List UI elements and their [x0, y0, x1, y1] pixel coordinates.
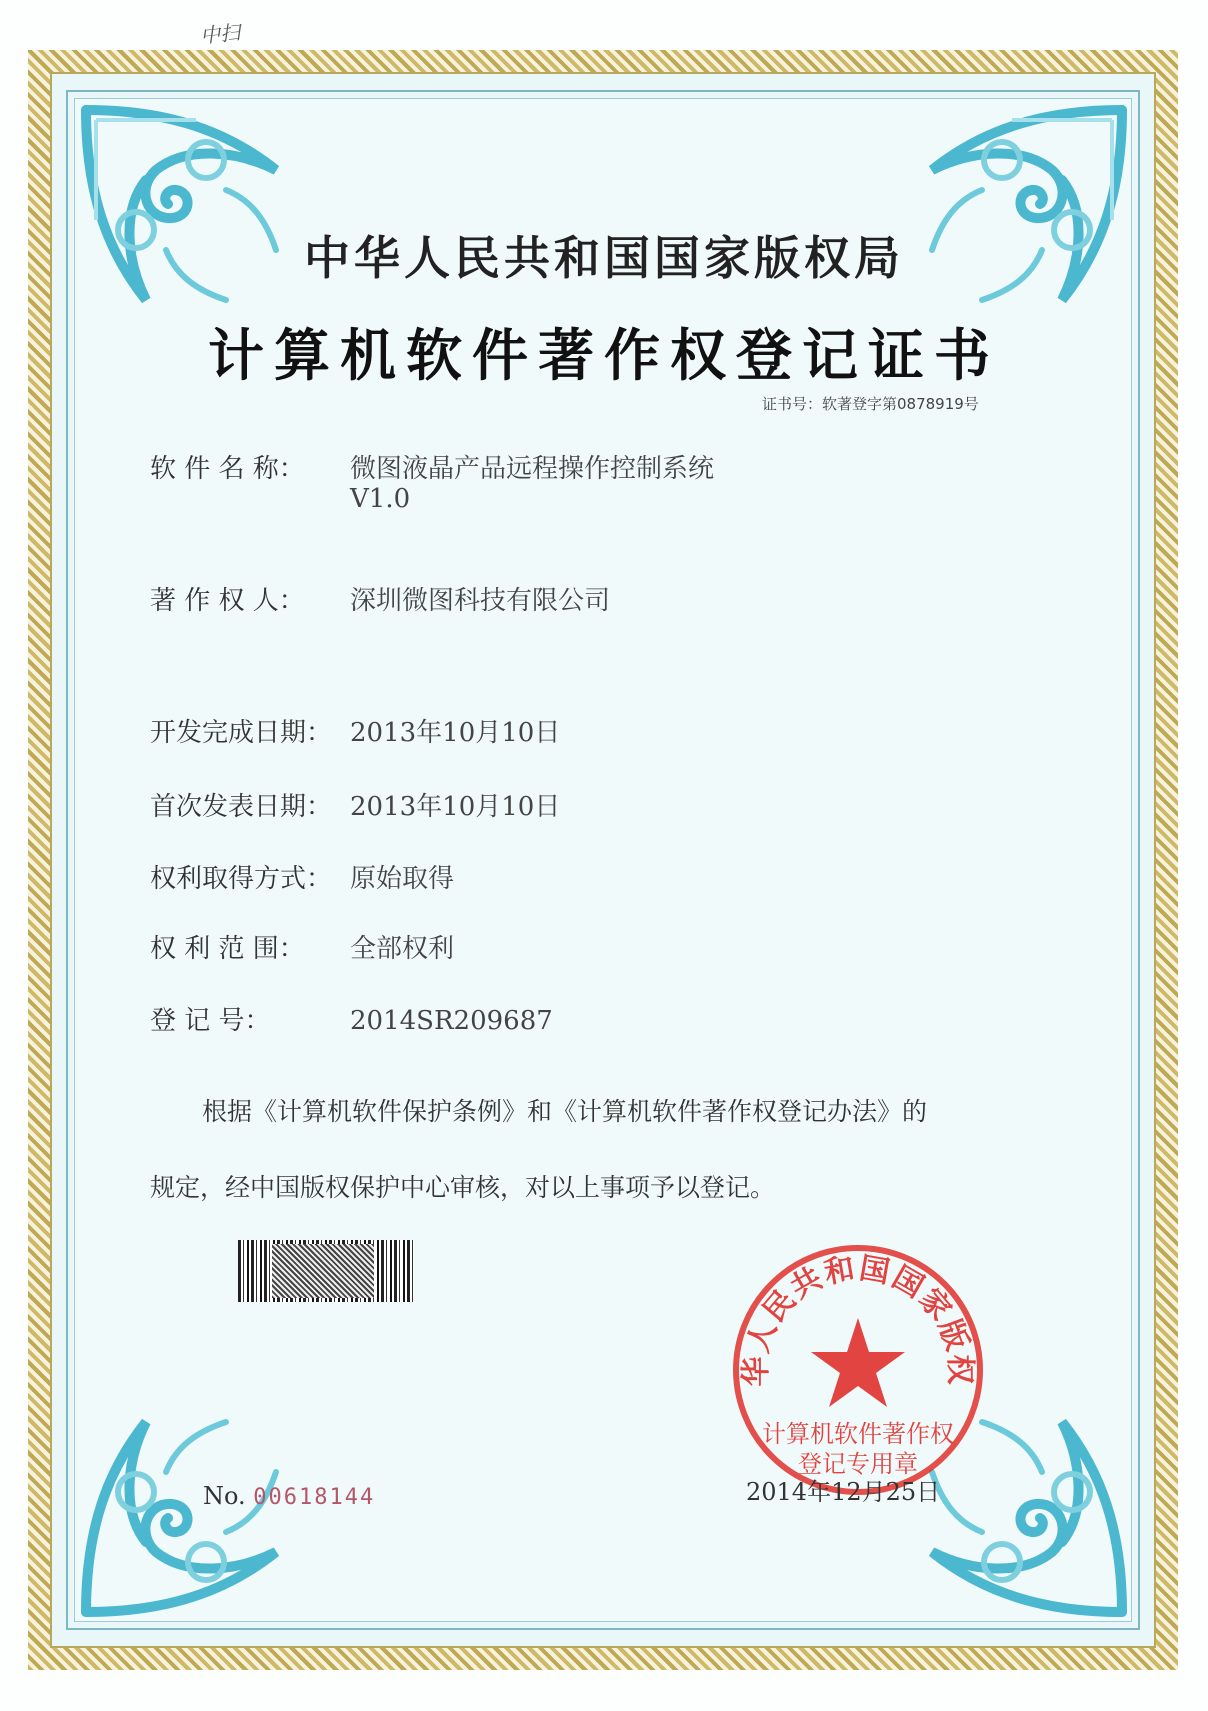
statement-line-2: 规定，经中国版权保护中心审核，对以上事项予以登记。 — [150, 1173, 776, 1202]
field-rights-scope — [150, 928, 454, 965]
field-publish-date — [150, 786, 560, 823]
field-registration-number — [150, 1000, 553, 1037]
field-copyright-owner — [150, 580, 610, 617]
field-version — [150, 484, 410, 514]
field-value: 2013年10月10日 — [350, 792, 561, 822]
field-label: 首次发表日期： — [150, 792, 333, 822]
field-label: 登 记 号： — [150, 1006, 271, 1036]
field-label: 软 件 名 称： — [150, 454, 305, 484]
seal-inner-line-1: 计算机软件著作权 — [762, 1420, 954, 1448]
issue-date: 2014年12月25日 — [746, 1478, 941, 1506]
corner-ornament-icon — [902, 100, 1132, 330]
certificate-number: 证书号：软著登字第0878919号 — [762, 395, 979, 413]
seal-inner-line-2: 登记专用章 — [798, 1450, 918, 1478]
field-label: 权利取得方式： — [150, 864, 333, 894]
field-value: 原始取得 — [350, 864, 455, 894]
serial-value: 00618144 — [253, 1485, 376, 1510]
barcode-icon — [238, 1240, 414, 1302]
field-value: 全部权利 — [350, 934, 455, 964]
field-value: 深圳微图科技有限公司 — [350, 586, 611, 616]
statement-line-1: 根据《计算机软件保护条例》和《计算机软件著作权登记办法》的 — [202, 1097, 928, 1126]
field-label: 开发完成日期： — [150, 718, 333, 748]
serial-number — [203, 1482, 375, 1510]
field-acquisition-method — [150, 858, 454, 895]
corner-ornament-icon — [76, 100, 306, 330]
field-value: 2013年10月10日 — [350, 718, 561, 748]
field-label: 著 作 权 人： — [150, 586, 305, 616]
field-value: V1.0 — [350, 484, 411, 514]
seal-ring-text: 华人民共和国国家版权 — [738, 1250, 978, 1387]
field-label: 权 利 范 围： — [150, 934, 305, 964]
field-value: 2014SR209687 — [350, 1006, 553, 1036]
handwritten-note: 中扫 — [199, 19, 242, 49]
official-seal-icon — [728, 1240, 988, 1500]
field-software-name — [150, 448, 714, 485]
certificate-title: 计算机软件著作权登记证书 — [208, 323, 1000, 389]
qr-code-icon — [272, 1244, 374, 1298]
field-completion-date — [150, 712, 560, 749]
serial-prefix: No. — [203, 1482, 246, 1510]
field-value: 微图液晶产品远程操作控制系统 — [350, 454, 715, 484]
issuer-title: 中华人民共和国国家版权局 — [304, 231, 904, 285]
